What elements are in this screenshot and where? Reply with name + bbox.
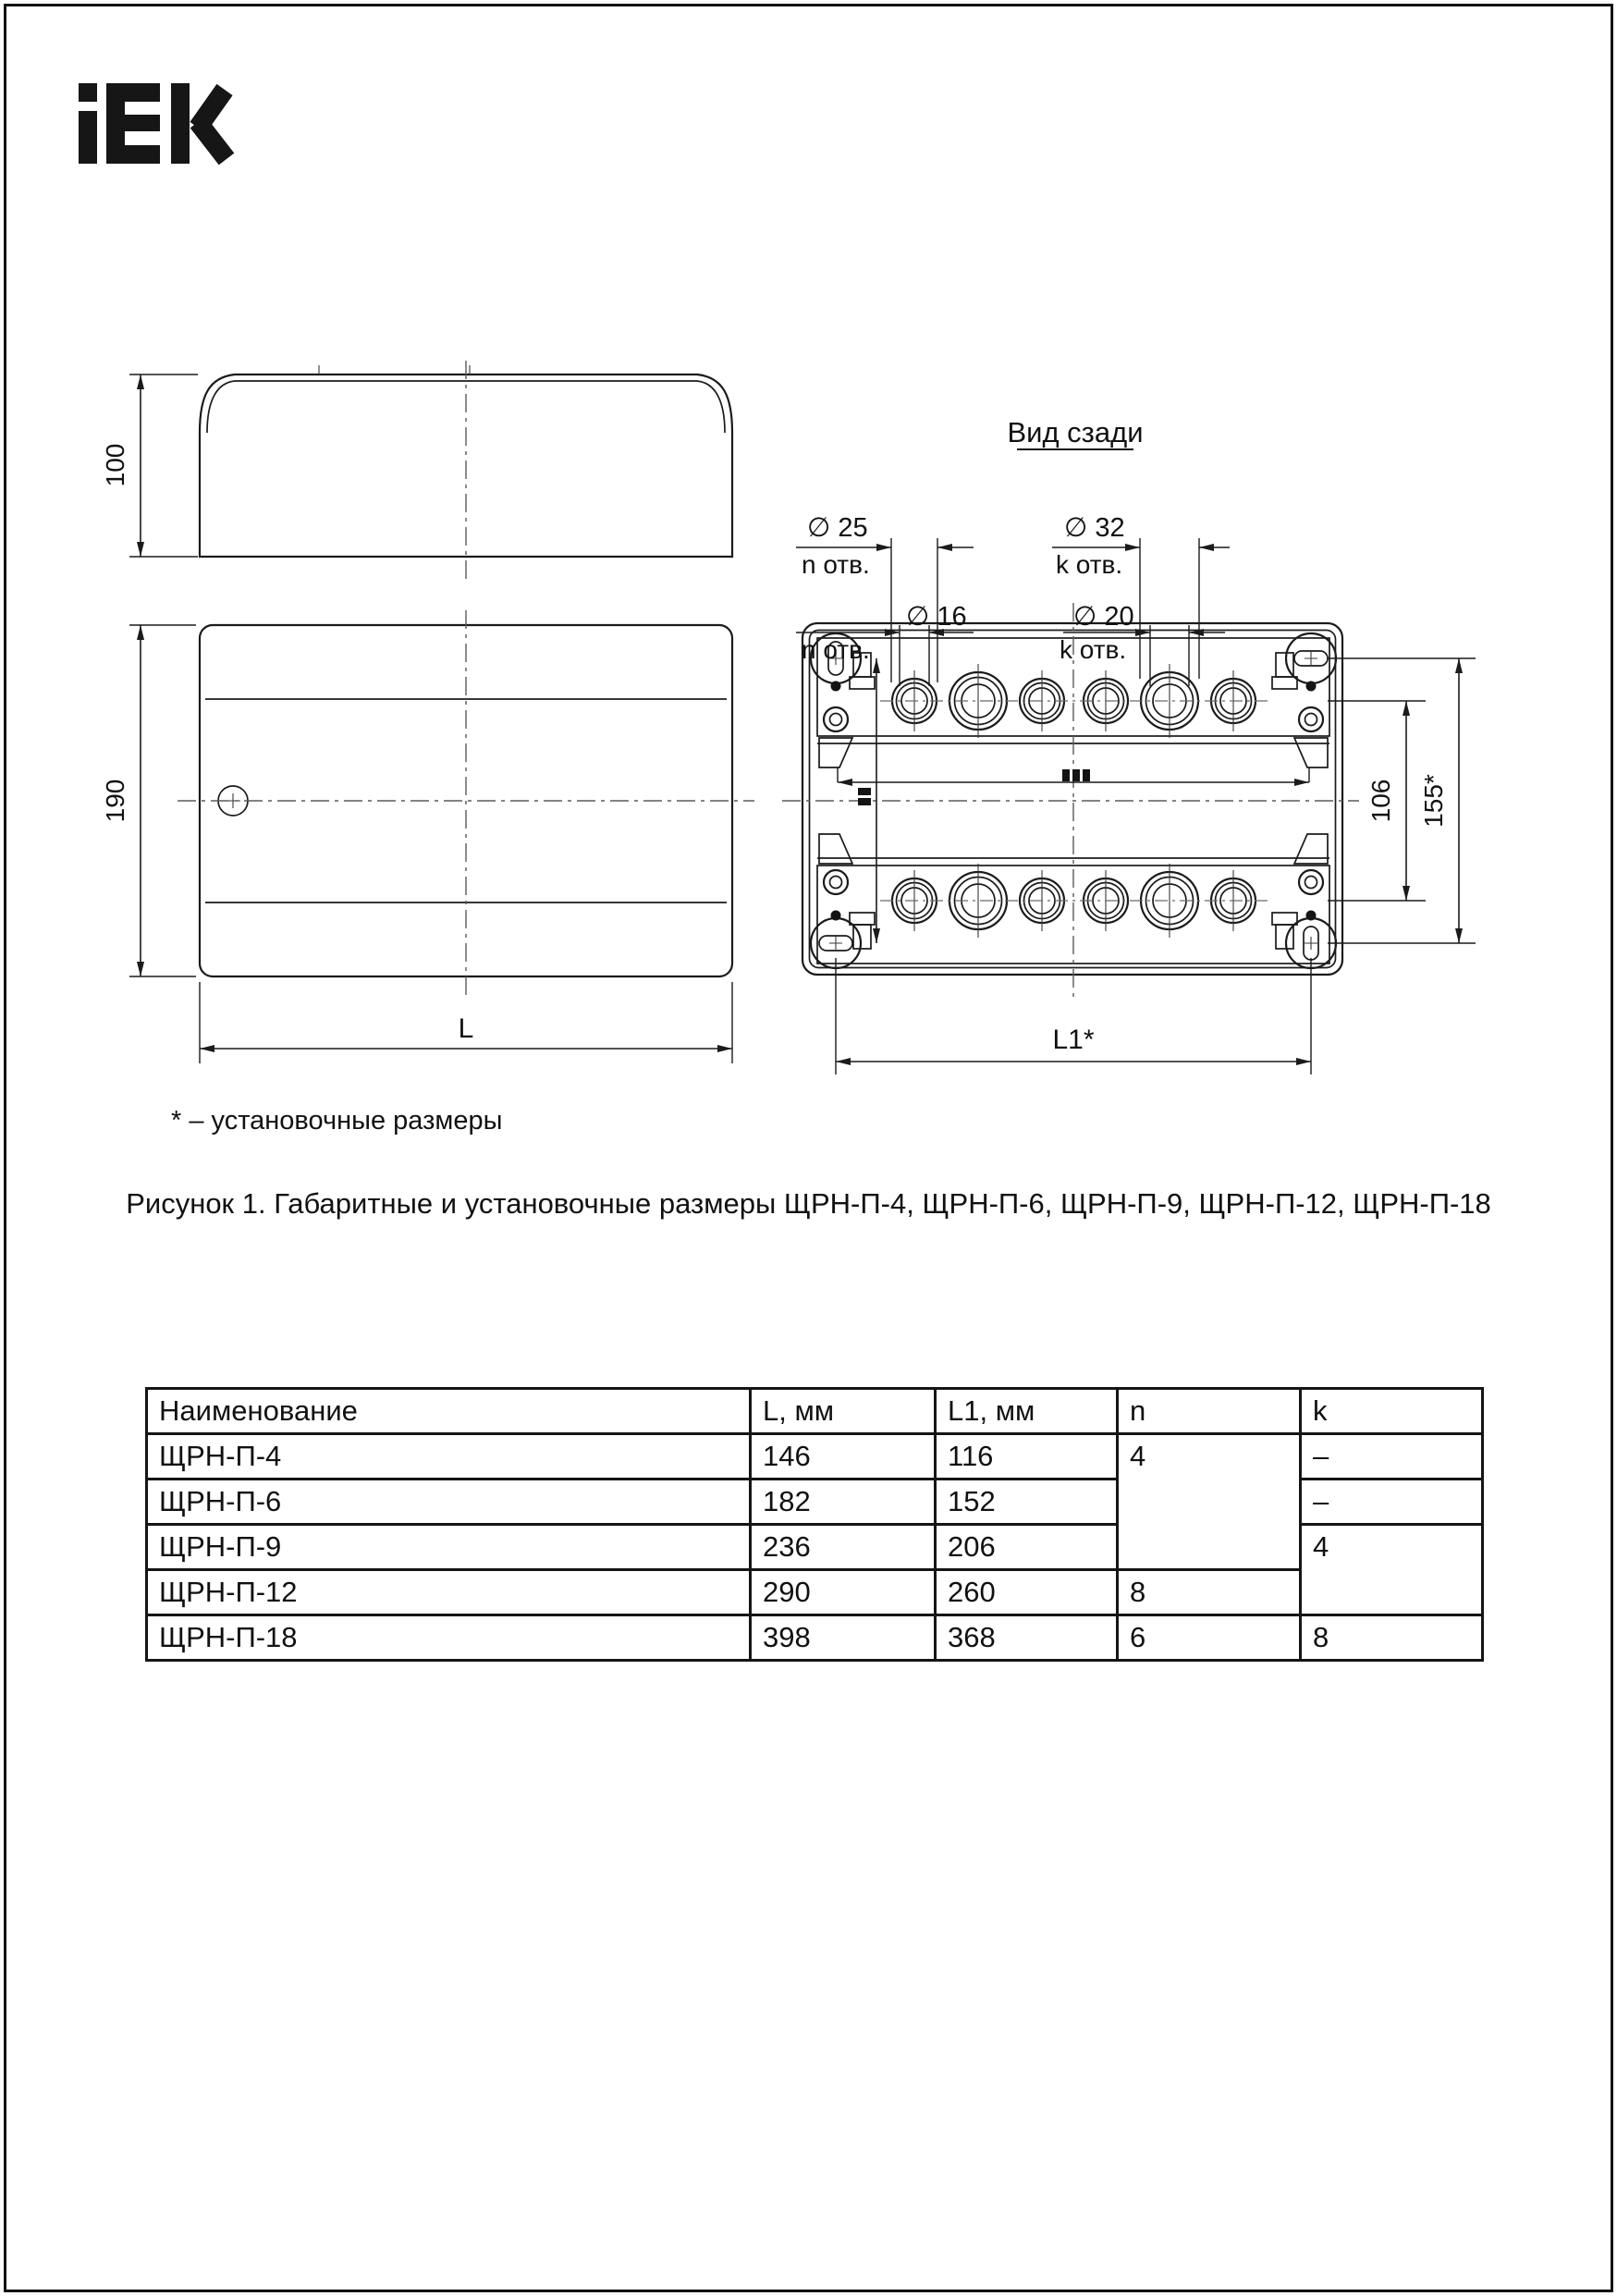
illegible-dim-label [1062,769,1090,781]
cell-name: ЩРН-П-12 [147,1570,751,1615]
cell-L1: 206 [936,1525,1118,1570]
callout-d25-label: ∅ 25 [807,513,868,543]
callout-extension-lines [1140,538,1199,679]
screw-dot [831,681,841,692]
side-view [101,361,732,584]
illegible-dim-label [858,788,871,805]
rear-outline-outer [802,623,1342,975]
logo-e-bar [120,83,160,102]
cell-k: – [1301,1434,1483,1480]
cell-L1: 260 [936,1570,1118,1615]
footnote: * – установочные размеры [171,1106,503,1136]
cell-name: ЩРН-П-18 [147,1615,751,1661]
screw-boss [824,870,848,894]
rear-outline-inner [810,631,1336,968]
dim-label-rows-spacing: 106 [1366,779,1395,823]
callout-d20-sub: k отв. [1060,635,1127,664]
cell-L: 236 [751,1525,936,1570]
iek-logo [79,83,227,164]
screw-boss-inner [830,877,842,889]
dimensions-table [145,1387,1484,1662]
logo-e-bar [120,115,160,131]
front-view [101,610,754,1063]
cell-L: 290 [751,1570,936,1615]
screw-boss [1299,870,1323,894]
screw-dot [1306,681,1317,692]
screw-boss-inner [830,714,842,726]
mount-slot-cross [1305,652,1317,665]
cell-L1: 368 [936,1615,1118,1661]
mount-slot-cross [1305,937,1317,950]
figure-caption: Рисунок 1. Габаритные и установочные размеры ЩРН-П-4, ЩРН-П-6, ЩРН-П-9, ЩРН-П-12, ЩРН-П-18 [126,1187,1491,1220]
logo-e-bar [120,145,160,164]
din-bracket [1294,738,1328,767]
cell-L1: 116 [936,1434,1118,1480]
rear-view [782,416,1476,1074]
logo-k-stem [171,83,190,164]
cell-k: 8 [1301,1615,1483,1661]
col-header-L: L, мм [751,1389,936,1434]
table-header-row [147,1389,1483,1434]
latch-tab-base [850,913,875,925]
cell-k: – [1301,1480,1483,1525]
callout-d20-label: ∅ 20 [1073,602,1134,632]
logo-k-leg [198,122,227,159]
din-bracket [1294,834,1328,864]
din-bracket [819,738,852,767]
callout-d32-label: ∅ 32 [1064,513,1125,543]
dim-label-mount-spacing: 155* [1419,774,1448,828]
col-header-k: k [1301,1389,1483,1434]
col-header-L1: L1, мм [936,1389,1118,1434]
dim-label-depth: 100 [101,443,129,487]
cell-L1: 152 [936,1480,1118,1525]
latch-tab-base [1272,677,1297,689]
col-header-name: Наименование [147,1389,751,1434]
table-row [147,1615,1483,1661]
din-bracket [819,834,852,864]
cell-name: ЩРН-П-4 [147,1434,751,1480]
screw-dot [1306,911,1317,921]
callout-d16-sub: n отв. [802,635,870,664]
cell-n: 8 [1118,1570,1301,1615]
screw-boss-inner [1305,877,1317,889]
latch-tab-base [1272,913,1297,925]
cell-name: ЩРН-П-9 [147,1525,751,1570]
dim-label-height: 190 [101,779,129,823]
cell-n: 6 [1118,1615,1301,1661]
dim-label-rear-mount-width: L1* [1052,1025,1095,1055]
screw-boss [824,707,848,731]
cell-n-merged: 4 [1118,1434,1301,1570]
callout-d32-sub: k отв. [1056,550,1123,579]
cell-k-merged: 4 [1301,1525,1483,1615]
cell-L: 398 [751,1615,936,1661]
cell-L: 146 [751,1434,936,1480]
table-row [147,1570,1483,1615]
cell-name: ЩРН-П-6 [147,1480,751,1525]
dim-extension-lines [129,374,198,557]
screw-dot [831,911,841,921]
screw-boss [1299,707,1323,731]
callout-d25-sub: n отв. [802,550,870,579]
mount-slot-cross [829,937,842,950]
side-view-ticks [319,365,470,374]
callout-d16-label: ∅ 16 [906,602,967,632]
latch-tab-base [850,677,875,689]
cell-L: 182 [751,1480,936,1525]
rear-box [802,623,1342,975]
logo-i-stem [79,111,97,164]
screw-boss-inner [1305,714,1317,726]
dim-label-width: L [458,1013,474,1044]
table-row [147,1434,1483,1480]
knockout-callouts [796,513,1230,686]
rear-view-title: Вид сзади [1007,416,1144,448]
col-header-n: n [1118,1389,1301,1434]
logo-i-dot [79,83,97,102]
